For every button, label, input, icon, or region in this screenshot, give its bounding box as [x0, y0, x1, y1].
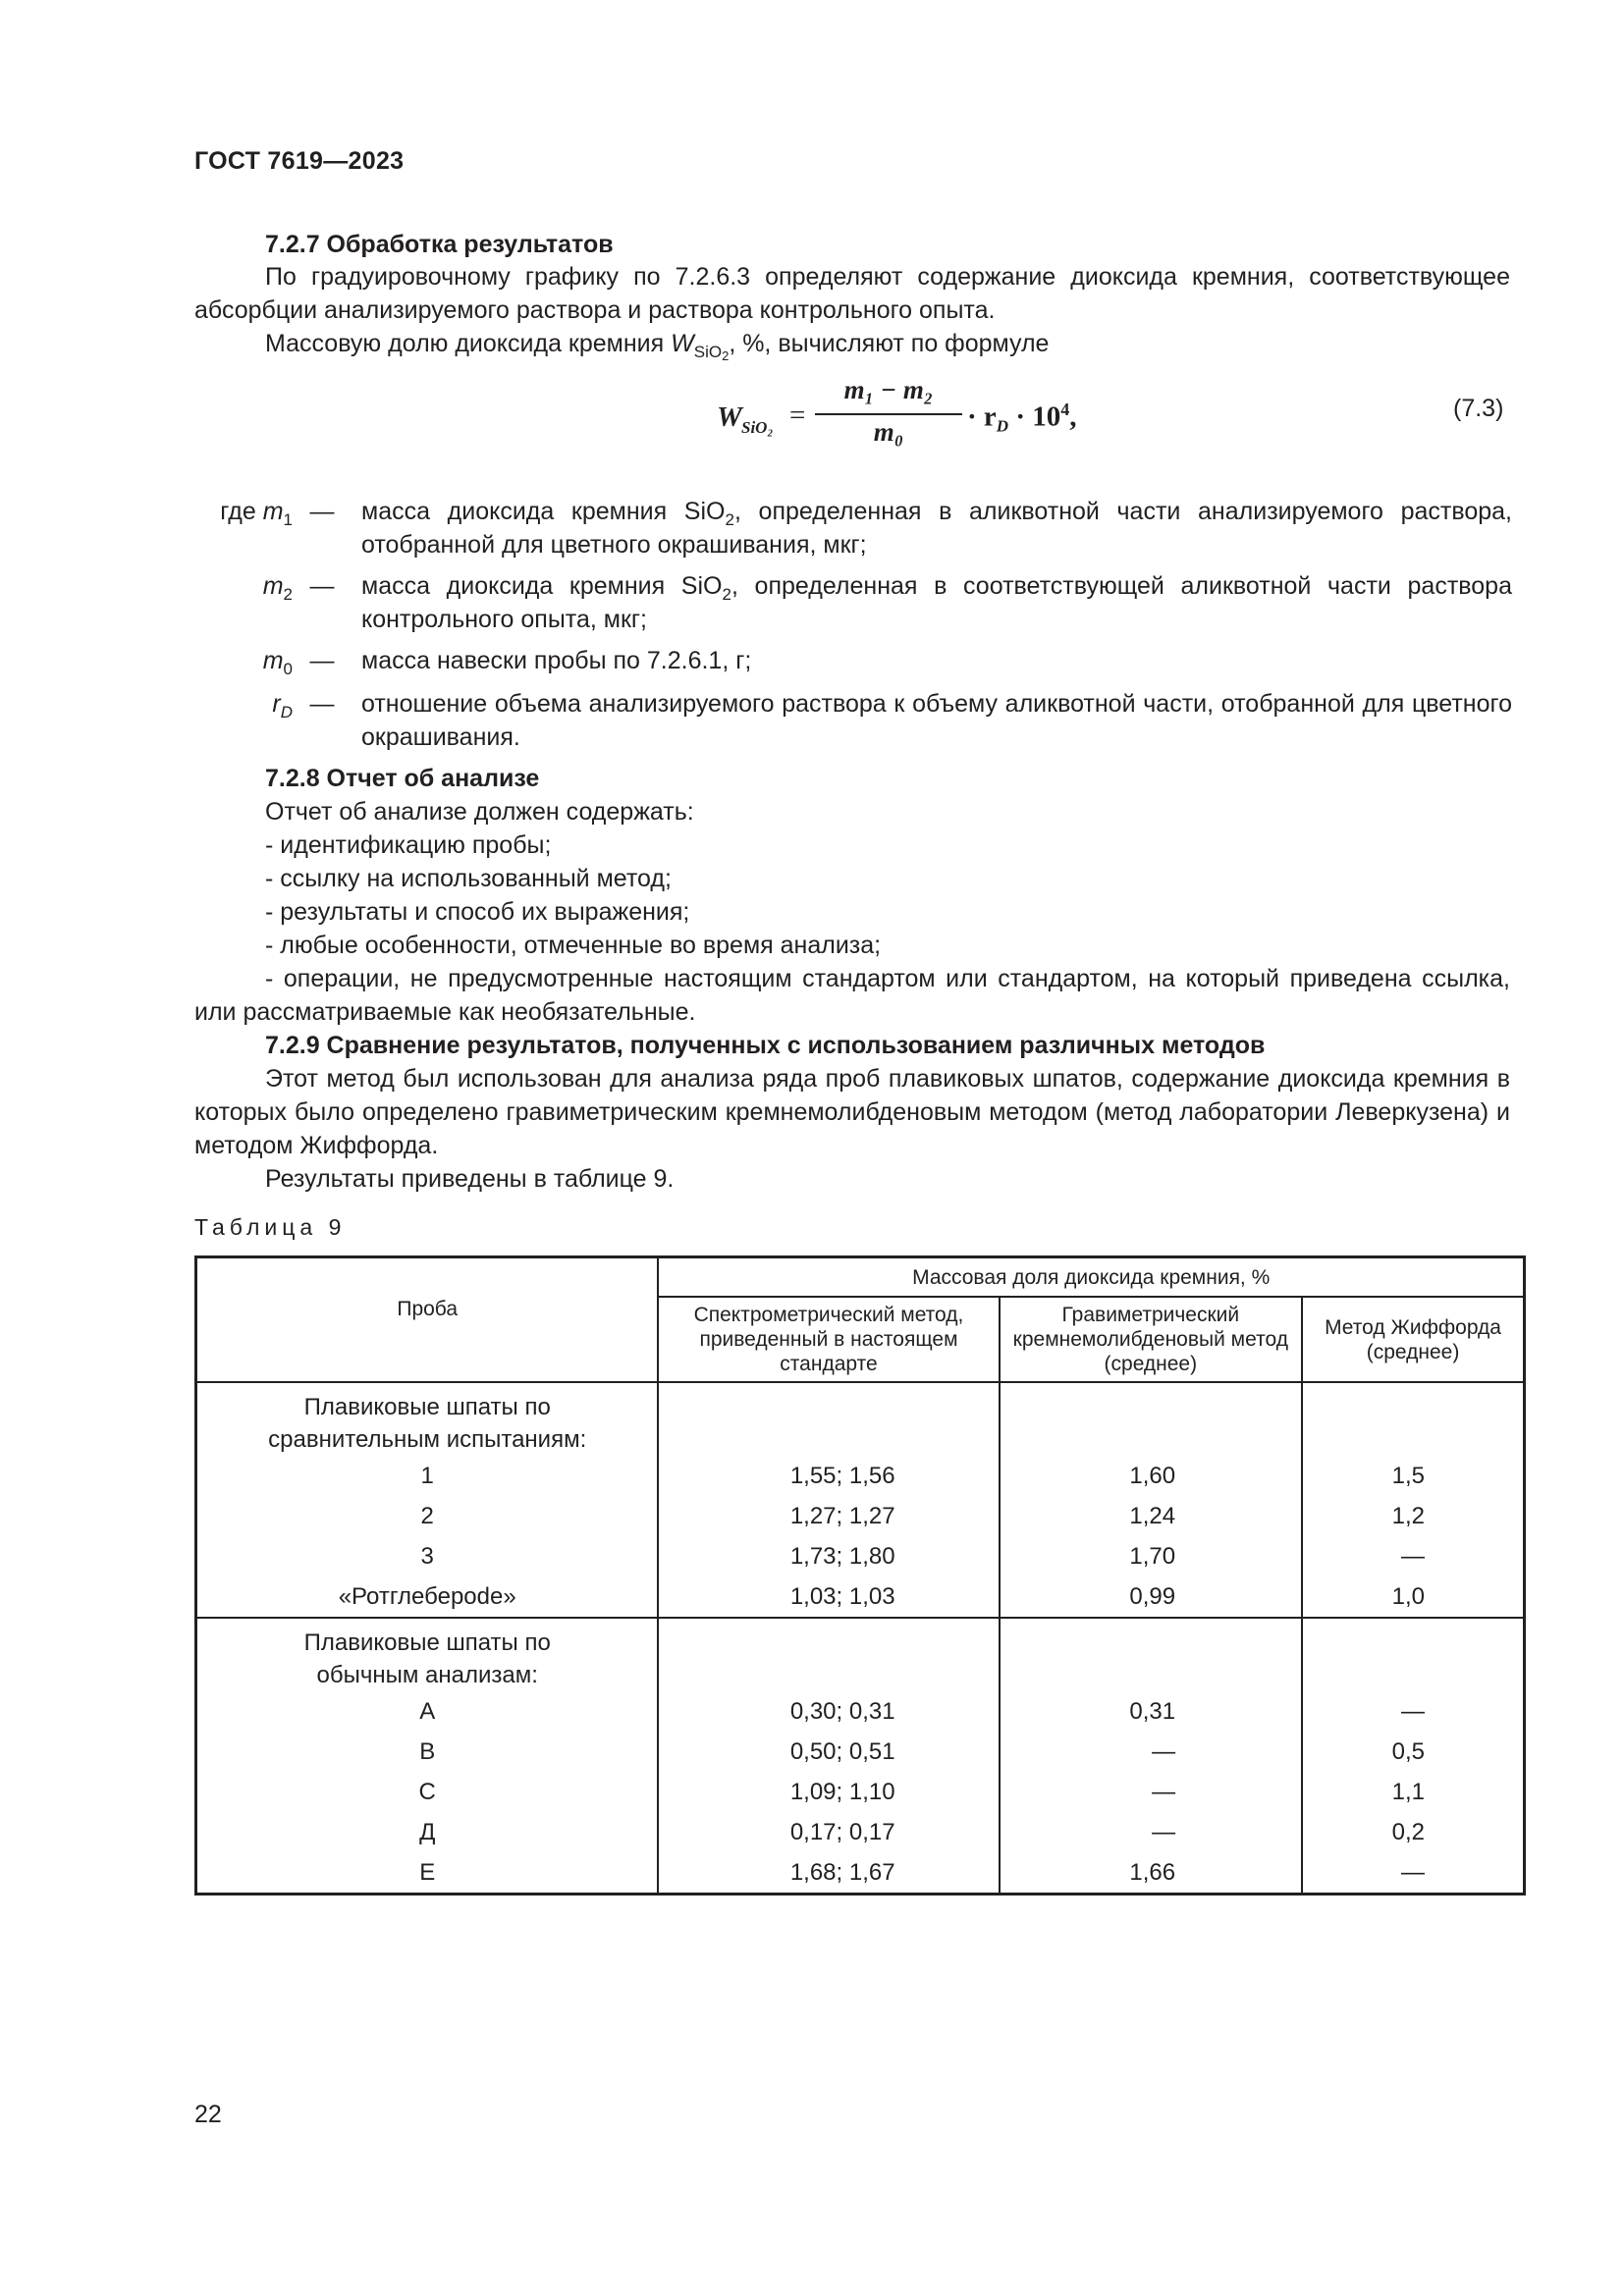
table-cell-spectro: 0,17; 0,17 — [658, 1812, 999, 1852]
definition-term: $m_0$ — [262, 647, 293, 678]
equation-number: (7.3) — [1453, 395, 1504, 422]
definition-term: $m_2$ — [262, 572, 293, 604]
table-cell-grav: 0,31 — [1000, 1691, 1302, 1732]
section-heading-729: 7.2.9 Сравнение результатов, полученных с использованием различных методов — [265, 1032, 1266, 1059]
table-cell-grav: 1,60 — [1000, 1456, 1302, 1496]
column-header-sample: Проба — [196, 1257, 659, 1383]
table-cell-sample: «Ротглеберode» — [196, 1576, 659, 1618]
formula-tail: · $r_D \cdot 10^4$, — [967, 400, 1077, 436]
formula-lhs-sub: SiO₂ — [741, 418, 774, 437]
table-cell-grav: — — [1000, 1812, 1302, 1852]
table-caption: Таблица 9 — [194, 1214, 347, 1240]
table-cell-giff: — — [1302, 1852, 1524, 1895]
table-group-label: Плавиковые шпаты по обычным анализам: — [196, 1618, 659, 1691]
table-cell-spectro: 1,73; 1,80 — [658, 1536, 999, 1576]
table-cell-giff: 1,2 — [1302, 1496, 1524, 1536]
formula-fraction-bar — [815, 413, 962, 415]
table-cell-sample: 3 — [196, 1536, 659, 1576]
section-heading-728: 7.2.8 Отчет об анализе — [265, 765, 540, 792]
table-cell-giff: — — [1302, 1536, 1524, 1576]
table-cell-spectro: 1,09; 1,10 — [658, 1772, 999, 1812]
table-cell — [1000, 1382, 1302, 1456]
table-row — [196, 1812, 1525, 1852]
page-number: 22 — [194, 2101, 222, 2128]
table-cell-giff: — — [1302, 1691, 1524, 1732]
table-cell-grav: — — [1000, 1732, 1302, 1772]
results-table — [194, 1255, 1526, 1896]
paragraph-728-intro: Отчет об анализе должен содержать: — [265, 798, 694, 826]
column-header-group: Массовая доля диоксида кремния, % — [658, 1257, 1524, 1298]
table-cell-giff: 0,5 — [1302, 1732, 1524, 1772]
definition-dash: — — [309, 572, 335, 600]
table-cell-sample: 2 — [196, 1496, 659, 1536]
table-cell-sample: 1 — [196, 1456, 659, 1496]
table-cell-giff: 0,2 — [1302, 1812, 1524, 1852]
table-cell — [1000, 1618, 1302, 1691]
list-item: - любые особенности, отмеченные во время анализа; — [265, 932, 882, 959]
definition-term: $r_D$ — [272, 690, 293, 721]
table-cell-spectro: 0,50; 0,51 — [658, 1732, 999, 1772]
table-cell-giff: 1,5 — [1302, 1456, 1524, 1496]
table-cell — [658, 1618, 999, 1691]
table-group-label: Плавиковые шпаты по сравнительным испытаниям: — [196, 1382, 659, 1456]
definition-desc: масса навески пробы по 7.2.6.1, г; — [361, 647, 752, 674]
table-cell-giff: 1,0 — [1302, 1576, 1524, 1618]
table-row — [196, 1576, 1525, 1618]
table-cell-grav: 1,66 — [1000, 1852, 1302, 1895]
formula-7-3 — [717, 375, 1077, 454]
section-heading-727: 7.2.7 Обработка результатов — [265, 231, 614, 258]
table-row — [196, 1772, 1525, 1812]
column-header-giff: Метод Жиффорда (среднее) — [1302, 1297, 1524, 1382]
table-cell-spectro: 0,30; 0,31 — [658, 1691, 999, 1732]
column-header-spectro: Спектрометрический метод, приведенный в настоящем стандарте — [658, 1297, 999, 1382]
paragraph-727-2: Массовую долю диоксида кремния $W_{SiO_2}$, %, вычисляют по формуле — [265, 330, 1050, 363]
definition-dash: — — [309, 690, 335, 718]
column-header-grav: Гравиметрический кремнемолибденовый метод (среднее) — [1000, 1297, 1302, 1382]
table-row — [196, 1456, 1525, 1496]
table-row — [196, 1496, 1525, 1536]
table-cell-spectro: 1,03; 1,03 — [658, 1576, 999, 1618]
definition-m0 — [194, 644, 1515, 679]
list-item: - ссылку на использованный метод; — [265, 865, 672, 892]
paragraph-729-1: Этот метод был использован для анализа ряда проб плавиковых шпатов, содержание диоксида кремния в которых было определено гравиметрическим кремнемолибденовым методом (метод лаборатории Леверкузена) и методом Жиффорда. — [194, 1065, 1510, 1159]
table-cell-grav: — — [1000, 1772, 1302, 1812]
definition-m1 — [194, 495, 1515, 563]
formula-equals: = — [789, 400, 806, 431]
definition-desc: отношение объема анализируемого раствора к объему аликвотной части, отобранной для цветного окрашивания. — [361, 690, 1512, 751]
table-cell-sample: Е — [196, 1852, 659, 1895]
table-row — [196, 1536, 1525, 1576]
definition-m2 — [194, 569, 1515, 638]
table-cell-grav: 1,24 — [1000, 1496, 1302, 1536]
table-cell-sample: С — [196, 1772, 659, 1812]
definition-desc: масса диоксида кремния SiO$_2$, определенная в соответствующей аликвотной части раствора контрольного опыта, мкг; — [361, 572, 1512, 633]
list-item: - идентификацию пробы; — [265, 831, 552, 859]
paragraph-729-2: Результаты приведены в таблице 9. — [265, 1165, 675, 1193]
table-cell-sample: В — [196, 1732, 659, 1772]
paragraph-727-1: По градуировочному графику по 7.2.6.3 определяют содержание диоксида кремния, соответствующее абсорбции анализируемого раствора и раствора контрольного опыта. — [194, 263, 1510, 324]
formula-denominator: m₀ — [873, 417, 904, 447]
table-cell — [658, 1382, 999, 1456]
list-item: - результаты и способ их выражения; — [265, 898, 690, 926]
list-item: - операции, не предусмотренные настоящим стандартом или стандартом, на который приведена ссылка, или рассматриваемые как необязательные. — [194, 965, 1510, 1026]
table-cell — [1302, 1382, 1524, 1456]
document-header: ГОСТ 7619—2023 — [194, 147, 405, 175]
table-row — [196, 1691, 1525, 1732]
formula-lhs: W — [717, 401, 742, 433]
definition-term: где $m_1$ — [220, 498, 293, 529]
table-cell-sample: А — [196, 1691, 659, 1732]
table-cell-giff: 1,1 — [1302, 1772, 1524, 1812]
table-cell-sample: Д — [196, 1812, 659, 1852]
definition-rd — [194, 687, 1515, 756]
definition-dash: — — [309, 647, 335, 674]
table-row — [196, 1732, 1525, 1772]
table-cell — [1302, 1618, 1524, 1691]
definition-dash: — — [309, 498, 335, 525]
table-cell-grav: 0,99 — [1000, 1576, 1302, 1618]
table-row — [196, 1852, 1525, 1895]
table-cell-spectro: 1,27; 1,27 — [658, 1496, 999, 1536]
definition-desc: масса диоксида кремния SiO$_2$, определенная в аликвотной части анализируемого раствора, отобранной для цветного окрашивания, мкг; — [361, 498, 1512, 559]
table-cell-spectro: 1,68; 1,67 — [658, 1852, 999, 1895]
table-cell-grav: 1,70 — [1000, 1536, 1302, 1576]
table-cell-spectro: 1,55; 1,56 — [658, 1456, 999, 1496]
formula-numerator: m₁ − m₂ — [843, 375, 934, 404]
